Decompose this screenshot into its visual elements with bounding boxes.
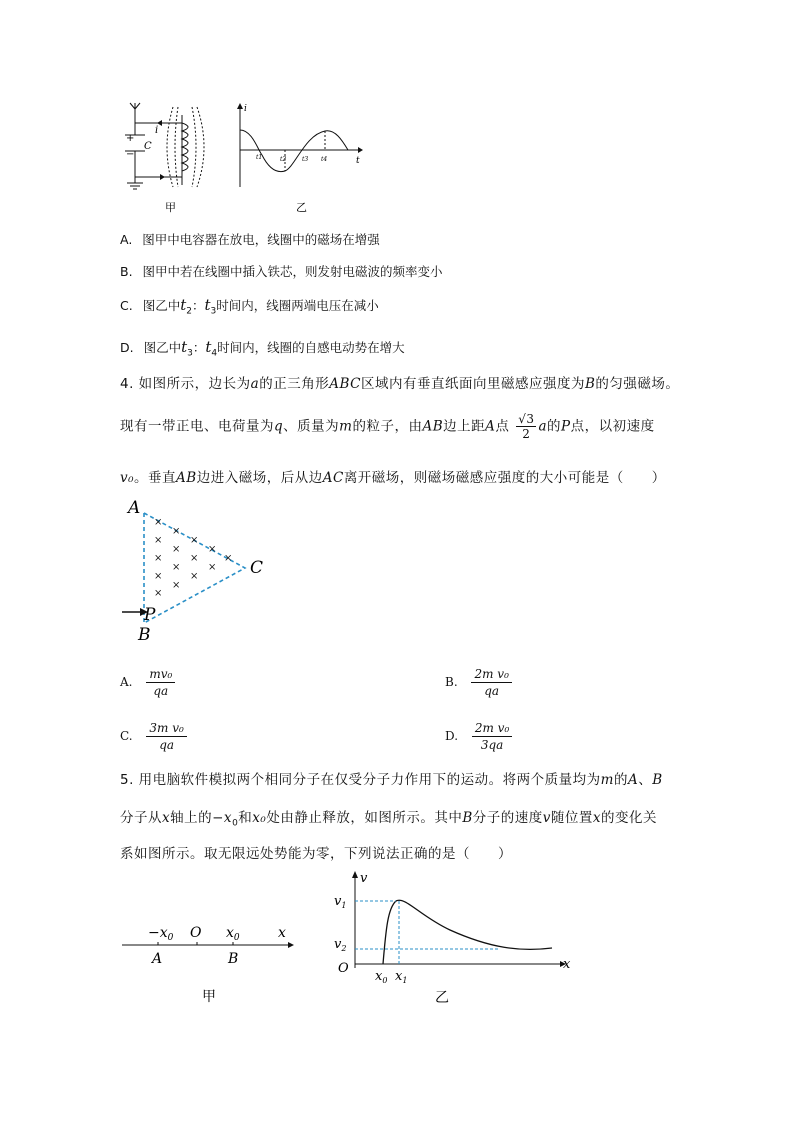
var-a: a: [538, 418, 548, 435]
text: 随位置: [550, 810, 593, 826]
t-subscript: 2: [186, 306, 192, 317]
text: 的粒子，由: [352, 418, 423, 435]
text: 。垂直: [134, 470, 177, 486]
caption-yi: 乙: [296, 201, 307, 214]
separator: ：: [191, 298, 205, 313]
field-cross-icon: ×: [154, 535, 163, 546]
point-b-label: B: [228, 951, 239, 967]
text: 系如图所示。取无限远处势能为零，下列说法正确的是（ ）: [120, 846, 512, 862]
text: 现有一带正电、电荷量为: [120, 418, 274, 435]
inductor-coil-icon: [167, 107, 204, 187]
t-symbol: t: [204, 296, 211, 314]
q3-option-a: [120, 230, 380, 248]
t-symbol: t: [181, 338, 188, 356]
text: 边进入磁场，后从边: [196, 470, 323, 486]
text: 5. 用电脑软件模拟两个相同分子在仅受分子力作用下的运动。将两个质量均为: [120, 772, 601, 788]
text: 边上距: [443, 418, 486, 435]
x-axis-label: x: [563, 957, 571, 972]
option-fraction: [471, 666, 511, 699]
option-letter: A.: [120, 675, 133, 689]
var-abc: ABC: [329, 376, 361, 392]
var-negx0: −x: [212, 810, 233, 826]
field-cross-icon: ×: [154, 588, 163, 599]
x-axis-label: x: [278, 925, 286, 941]
q4-option-d: [445, 720, 512, 753]
frac-num: 2m v₀: [471, 666, 511, 683]
v-axis-label: v: [360, 871, 368, 886]
option-text: 图甲中若在线圈中插入铁芯，则发射电磁波的频率变小: [142, 264, 443, 279]
q5-velocity-graph: [330, 868, 580, 1008]
point-a-label: A: [152, 951, 163, 967]
q4-line-2: [120, 412, 655, 441]
option-fraction: [146, 720, 186, 753]
axis-i-label: i: [244, 104, 247, 114]
var-x: x: [592, 810, 602, 826]
field-cross-icon: ×: [172, 580, 181, 591]
q4-triangle-figure: [118, 495, 278, 645]
x0-label: $x_0$: [375, 969, 388, 985]
point-p-label: P: [144, 605, 156, 625]
text: 的变化关: [601, 810, 658, 826]
var-ab: AB: [176, 470, 197, 486]
t3-label: t3: [302, 156, 309, 163]
magnetic-field-crosses: [154, 517, 232, 599]
option-fraction: [146, 666, 175, 699]
t-symbol: t: [205, 338, 212, 356]
text: 的: [547, 418, 562, 435]
var-m: m: [600, 772, 614, 788]
var-B: B: [462, 810, 473, 826]
var-x: x: [162, 810, 171, 826]
option-letter: D.: [120, 340, 134, 355]
caption-yi: 乙: [435, 990, 449, 1006]
q4-option-b: [445, 666, 512, 699]
t-symbol: t: [180, 296, 187, 314]
q3-option-d: [120, 338, 405, 359]
text: 的匀强磁场。: [595, 376, 680, 392]
var-v0: v₀: [120, 470, 135, 486]
q4-option-a: [120, 666, 175, 699]
field-cross-icon: ×: [190, 553, 199, 564]
q4-line-1: [120, 372, 679, 392]
text: 离开磁场，则磁场磁感应强度的大小可能是（ ）: [343, 470, 666, 486]
sqrt3-over-2: [516, 412, 536, 441]
t-subscript: 3: [210, 306, 217, 317]
field-cross-icon: ×: [190, 535, 199, 546]
option-text: 图乙中: [143, 340, 182, 355]
option-text: 时间内，线圈两端电压在减小: [216, 298, 379, 313]
axis-t-label: t: [356, 156, 360, 166]
field-cross-icon: ×: [208, 562, 217, 573]
velocity-curve: [383, 900, 552, 964]
var-A: A: [627, 772, 639, 788]
capacitor-label: C: [144, 141, 152, 152]
frac-den: qa: [159, 738, 175, 752]
var-m: m: [339, 418, 353, 435]
q4-option-c: [120, 720, 187, 753]
var-b: B: [584, 376, 596, 392]
frac-num: 2m v₀: [472, 720, 512, 737]
field-cross-icon: ×: [154, 553, 163, 564]
var-P: P: [561, 418, 571, 435]
minus-sign: −: [126, 149, 135, 160]
q3-option-c: [120, 296, 379, 317]
frac-num: mv₀: [146, 666, 175, 683]
text: 、质量为: [283, 418, 340, 435]
field-cross-icon: ×: [190, 571, 199, 582]
text: 的正三角形: [259, 376, 330, 392]
t4-label: t4: [321, 156, 328, 163]
var-ac: AC: [322, 470, 344, 486]
text: 轴上的: [170, 810, 213, 826]
option-letter: B.: [120, 264, 133, 279]
sub: 0: [232, 818, 239, 829]
var-B: B: [652, 772, 663, 788]
var-A: A: [485, 418, 496, 435]
option-fraction: [472, 720, 512, 753]
frac-num: 3m v₀: [146, 720, 186, 737]
v1-label: $v_1$: [334, 894, 347, 910]
field-cross-icon: ×: [172, 526, 181, 537]
q5-line-1: [120, 768, 663, 788]
var-x0: x₀: [252, 810, 267, 826]
t2-label: t2: [280, 156, 287, 163]
text: 、: [638, 772, 653, 788]
frac-den: 3qa: [480, 738, 504, 752]
t-subscript: 4: [211, 348, 218, 359]
i-t-graph: [240, 107, 360, 187]
vertex-a-label: A: [128, 498, 141, 518]
field-cross-icon: ×: [172, 562, 181, 573]
vertex-c-label: C: [250, 558, 264, 578]
q3-option-b: [120, 262, 443, 280]
t-subscript: 3: [187, 348, 193, 359]
frac-den: qa: [484, 684, 500, 698]
x1-label: $x_1$: [395, 969, 408, 985]
q4-line-3: [120, 466, 666, 486]
text: 点: [495, 418, 510, 435]
text: 点，以初速度: [570, 418, 655, 435]
caption-jia: 甲: [165, 201, 176, 214]
vertex-b-label: B: [138, 625, 151, 645]
q5-line-2: [120, 806, 657, 829]
field-cross-icon: ×: [172, 544, 181, 555]
text: 区域内有垂直纸面向里磁感应强度为: [360, 376, 585, 392]
text: 处由静止释放，如图所示。其中: [266, 810, 463, 826]
option-text: 时间内，线圈的自感电动势在增大: [217, 340, 405, 355]
option-letter: C.: [120, 729, 133, 743]
option-text: 图乙中: [142, 298, 181, 313]
option-letter: D.: [445, 729, 459, 743]
triangle-abc: [144, 513, 245, 623]
var-q: q: [274, 418, 284, 435]
q5-axis-figure: [118, 915, 308, 1010]
var-a: a: [250, 376, 260, 392]
text: 4. 如图所示，边长为: [120, 376, 251, 392]
fig3-svg: [110, 95, 380, 220]
plus-sign: +: [126, 133, 135, 144]
antenna-icon: [130, 103, 140, 115]
x0-label: $x_0$: [226, 925, 240, 943]
option-text: 图甲中电容器在放电，线圈中的磁场在增强: [142, 232, 380, 247]
text: 分子的速度: [472, 810, 543, 826]
field-cross-icon: ×: [208, 544, 217, 555]
t1-label: t1: [256, 154, 263, 161]
origin-label: O: [338, 961, 349, 976]
separator: ：: [192, 340, 206, 355]
frac-den: 2: [522, 427, 531, 441]
frac-num: √3: [518, 412, 535, 426]
caption-jia: 甲: [202, 989, 216, 1005]
option-letter: B.: [445, 675, 458, 689]
field-cross-icon: ×: [154, 517, 163, 528]
origin-label: O: [190, 925, 202, 941]
current-label: i: [155, 125, 159, 136]
v2-label: $v_2$: [334, 937, 347, 953]
neg-x0-label: $-x_0$: [148, 925, 174, 943]
field-cross-icon: ×: [154, 571, 163, 582]
q5-line-3: [120, 842, 512, 862]
option-letter: A.: [120, 232, 133, 247]
text: 分子从: [120, 810, 162, 826]
text: 的: [613, 772, 628, 788]
text: 和: [238, 810, 253, 826]
option-letter: C.: [120, 298, 133, 313]
field-cross-icon: ×: [224, 553, 233, 564]
var-ab: AB: [422, 418, 444, 435]
frac-den: qa: [153, 684, 169, 698]
var-v: v: [542, 810, 551, 826]
